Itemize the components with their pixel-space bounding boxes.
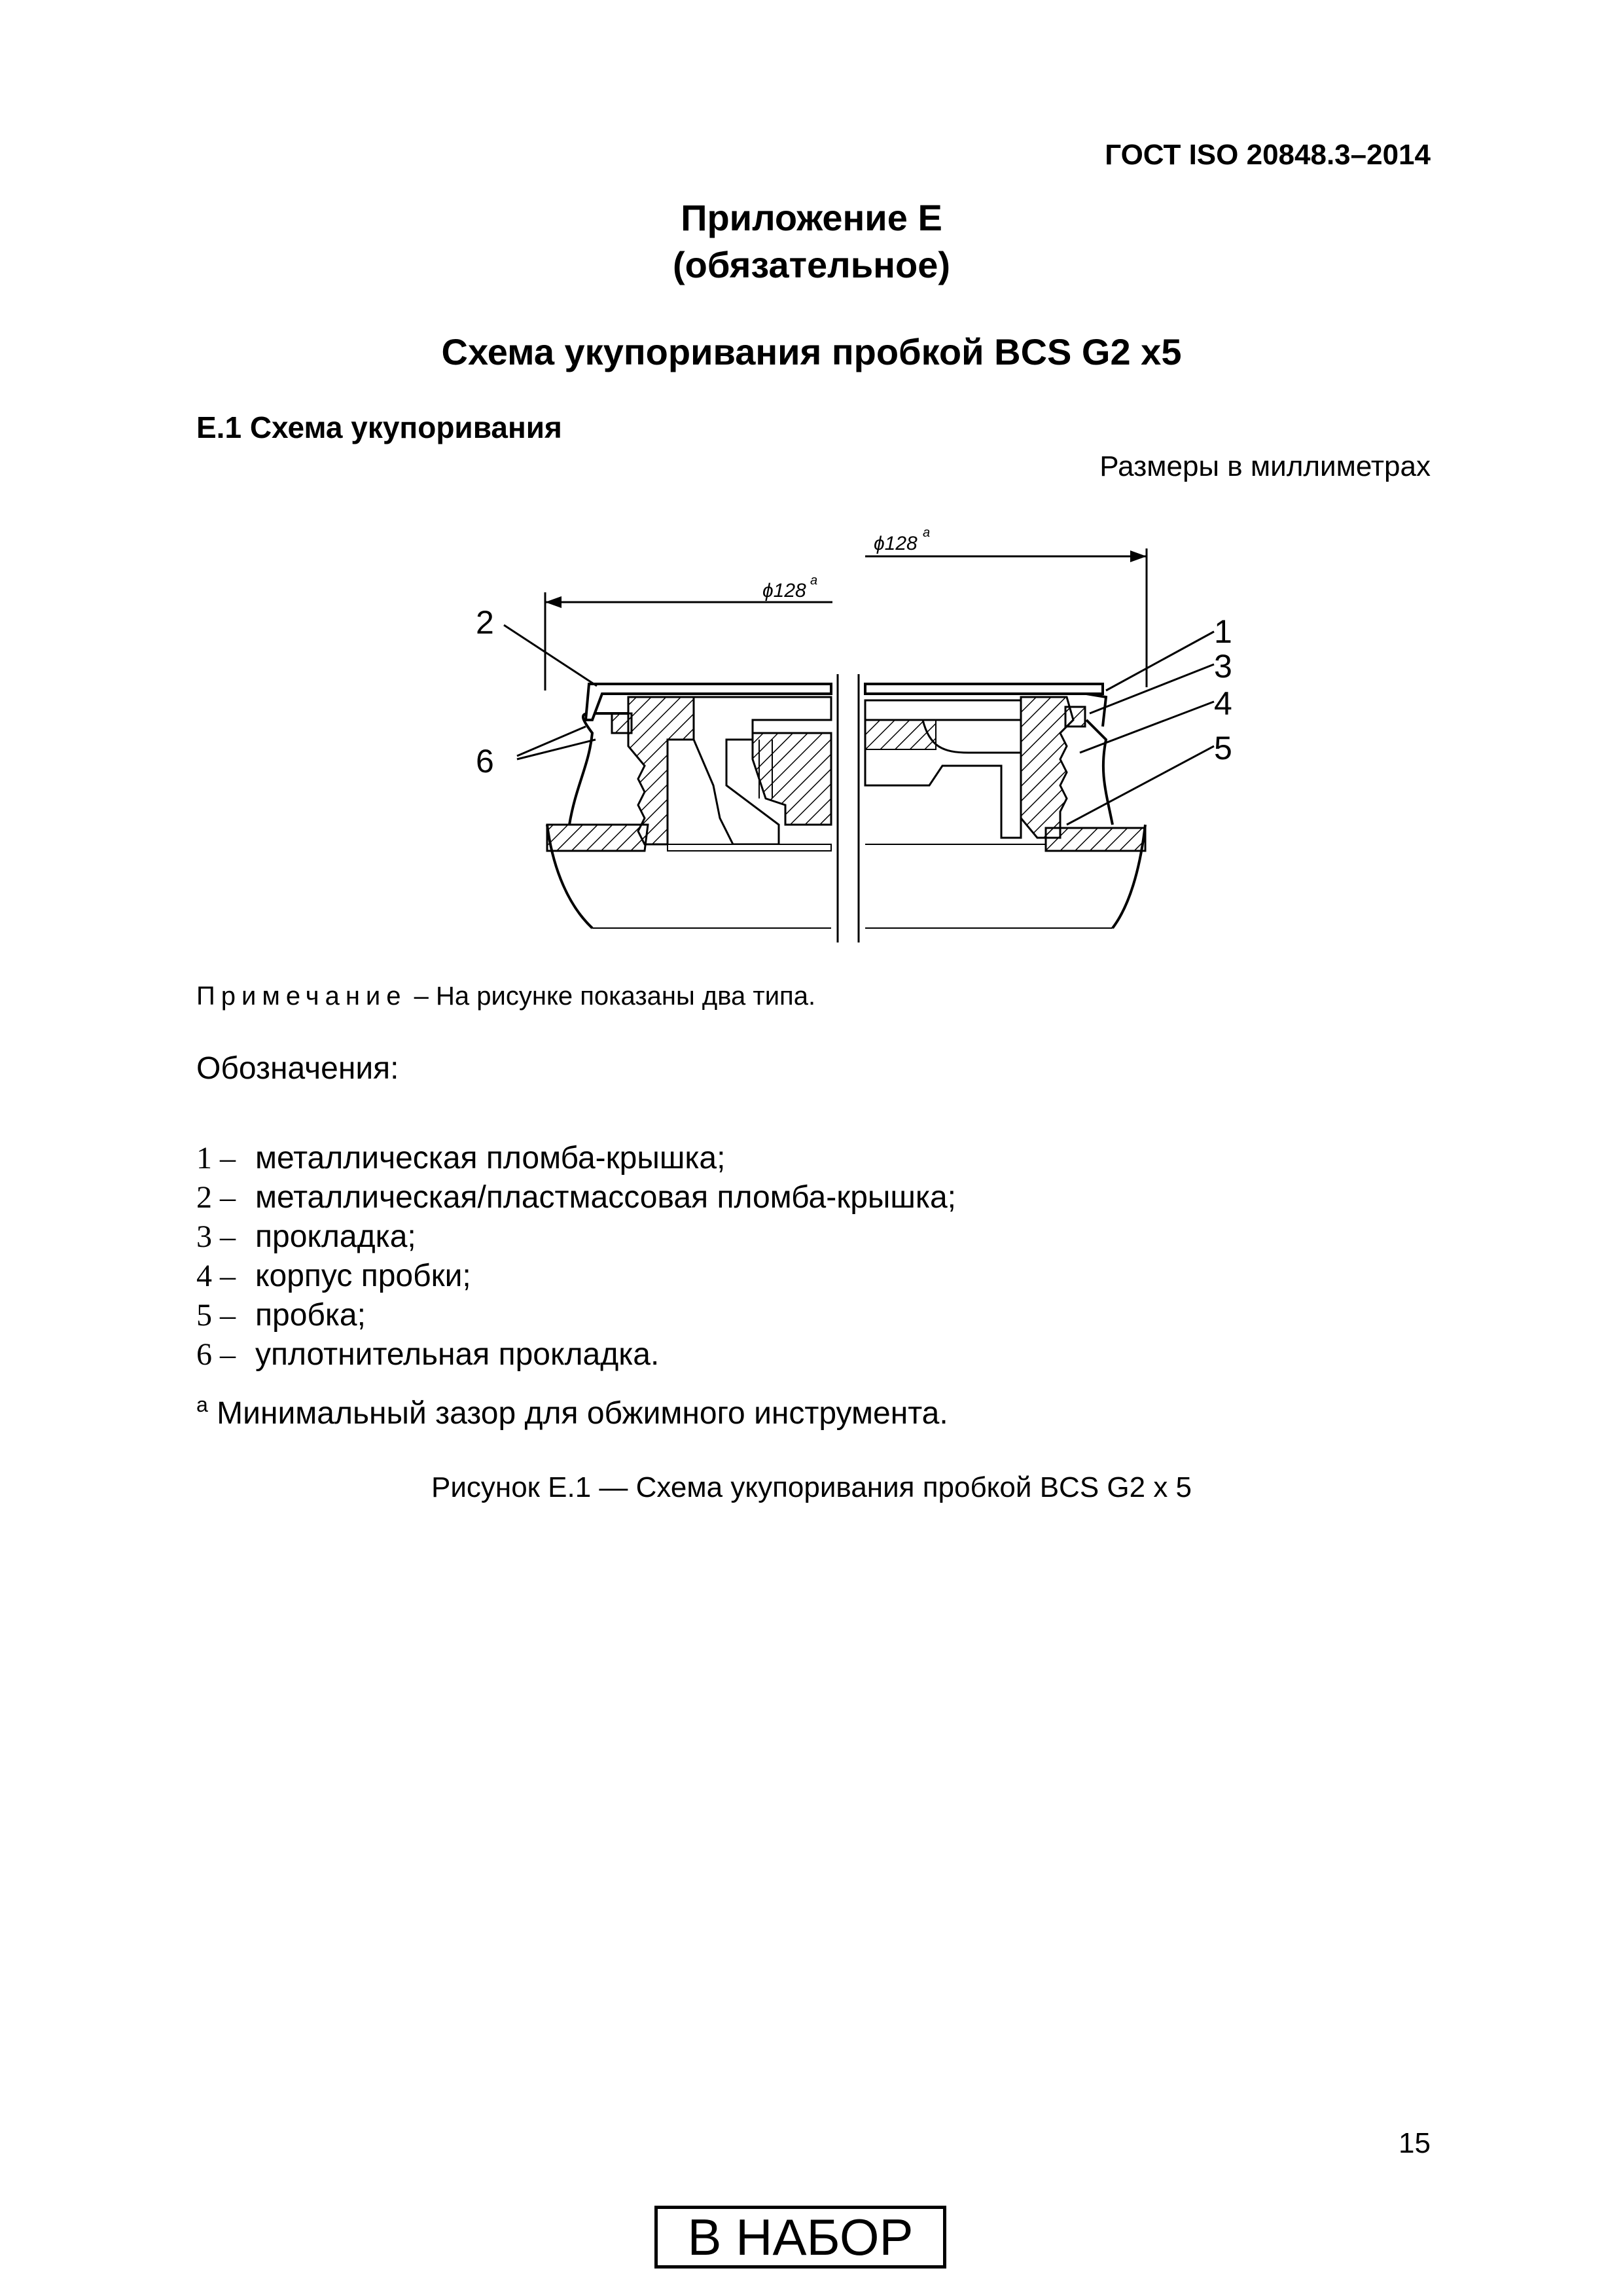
legend-heading: Обозначения: — [196, 1051, 399, 1086]
figure-caption: Рисунок Е.1 — Схема укупоривания пробкой BCS G2 x 5 — [431, 1471, 1192, 1503]
callout-4: 4 — [1214, 685, 1232, 722]
legend-item — [196, 1335, 956, 1374]
dimension-right-mark: a — [923, 526, 931, 540]
closure-diagram — [0, 0, 1623, 969]
appendix-status: (обязательное) — [672, 244, 951, 285]
footnote — [196, 1393, 948, 1431]
callout-5: 5 — [1214, 730, 1232, 766]
footnote-mark: a — [196, 1393, 208, 1416]
dimension-left — [545, 573, 832, 691]
legend-list — [196, 1139, 956, 1374]
standard-designation: ГОСТ ISO 20848.3–2014 — [1105, 139, 1431, 171]
legend-text: металлическая пломба-крышка; — [255, 1141, 726, 1175]
legend-text: уплотнительная прокладка. — [255, 1337, 660, 1372]
legend-number: 6 – — [196, 1337, 236, 1372]
legend-number: 1 – — [196, 1141, 236, 1175]
legend-number: 2 – — [196, 1180, 236, 1215]
dimensions-note: Размеры в миллиметрах — [1099, 450, 1431, 482]
callout-6: 6 — [476, 743, 494, 780]
dimension-right-label: ϕ128 — [874, 533, 918, 554]
legend-number: 5 – — [196, 1298, 236, 1333]
legend-number: 4 – — [196, 1259, 236, 1293]
note-label: Примечание — [196, 982, 407, 1011]
appendix-title: Приложение Е — [681, 197, 942, 238]
callout-2: 2 — [476, 604, 494, 641]
footnote-text: Минимальный зазор для обжимного инструмента. — [217, 1396, 948, 1431]
dimension-left-label: ϕ128 — [762, 580, 806, 601]
cap-right — [865, 684, 1106, 844]
callout-1: 1 — [1214, 613, 1232, 650]
legend-text: прокладка; — [255, 1219, 416, 1254]
page-number: 15 — [1399, 2127, 1431, 2159]
legend-item — [196, 1178, 956, 1217]
legend-text: металлическая/пластмассовая пломба-крышка; — [255, 1180, 956, 1215]
legend-item — [196, 1296, 956, 1335]
legend-text: пробка; — [255, 1298, 366, 1333]
legend-number: 3 – — [196, 1219, 236, 1254]
legend-item — [196, 1217, 956, 1257]
typeset-stamp: В НАБОР — [654, 2206, 946, 2269]
dimension-right — [865, 526, 1147, 687]
legend-item — [196, 1139, 956, 1178]
dimension-left-mark: a — [810, 573, 818, 588]
callout-3: 3 — [1214, 648, 1232, 685]
note-text: – На рисунке показаны два типа. — [414, 982, 816, 1011]
section-heading: Е.1 Схема укупоривания — [196, 410, 562, 444]
legend-text: корпус пробки; — [255, 1259, 471, 1293]
figure-note — [196, 982, 815, 1011]
legend-item — [196, 1257, 956, 1296]
appendix-subject: Схема укупоривания пробкой BCS G2 x5 — [441, 331, 1182, 372]
